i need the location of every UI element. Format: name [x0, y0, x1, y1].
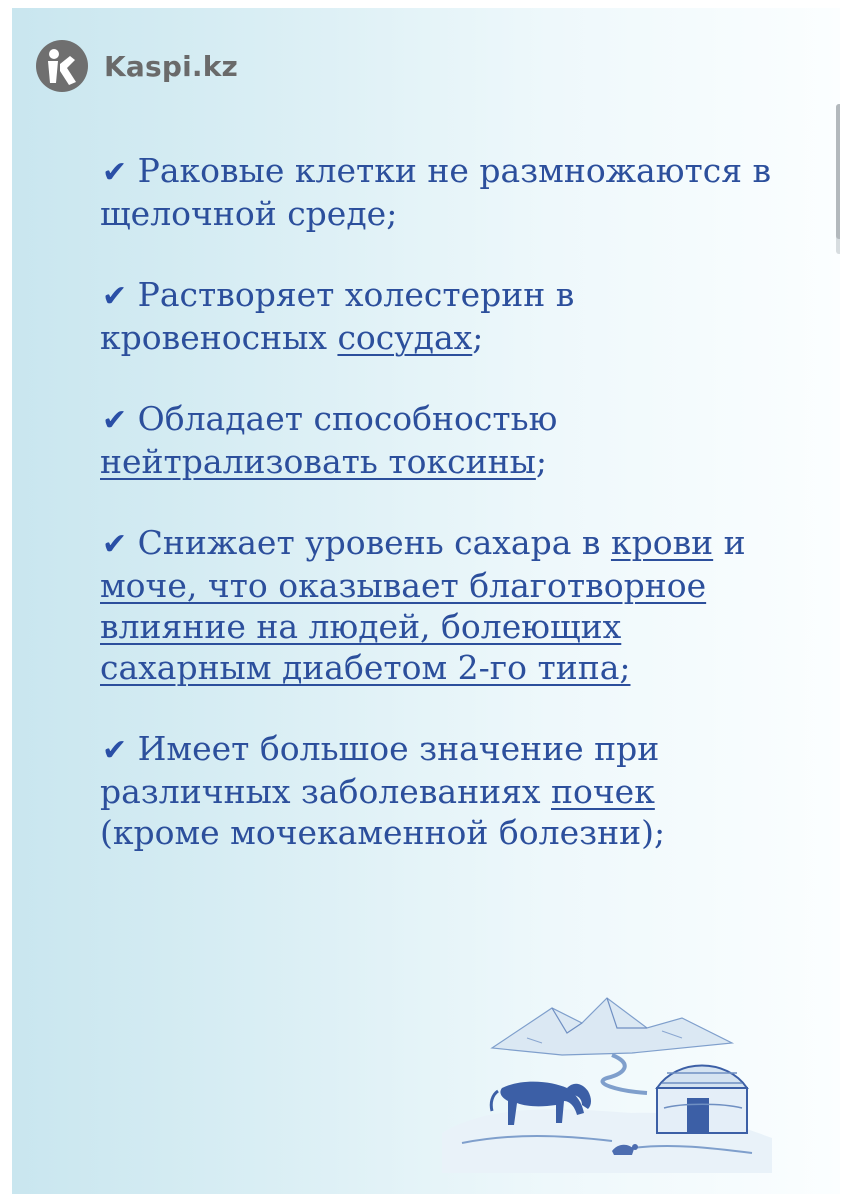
item-text: Снижает уровень сахара в [137, 523, 611, 562]
link-pochek[interactable]: почек [551, 772, 655, 811]
document-page [12, 8, 840, 1194]
link-krovi[interactable]: крови [610, 523, 714, 562]
item-text: (кроме мочекаменной болезни); [100, 813, 666, 852]
item-text: и [713, 523, 746, 562]
brand-name: Kaspi.kz [104, 49, 239, 83]
check-icon: ✔ [102, 155, 128, 190]
yurt-horse-mountains-illustration [432, 983, 772, 1173]
list-item [100, 728, 780, 853]
item-text: Имеет большое значение при различных заболеваниях [100, 729, 660, 811]
benefits-list [100, 150, 780, 893]
item-text: Растворяет холестерин в кровеносных [100, 275, 575, 357]
list-item [100, 398, 780, 482]
item-text: Раковые клетки не размножаются в щелочной среде; [100, 151, 772, 233]
check-icon: ✔ [102, 403, 128, 438]
kaspi-logo-icon[interactable] [36, 40, 88, 92]
scrollbar[interactable] [836, 104, 840, 254]
list-item [100, 522, 780, 688]
list-item [100, 274, 780, 358]
link-moche[interactable]: моче, что оказывает благотворное влияние на людей, болеющих сахарным диабетом 2-го типа; [100, 566, 707, 687]
scrollbar-thumb[interactable] [836, 104, 840, 239]
check-icon: ✔ [102, 527, 128, 562]
item-text: ; [472, 318, 484, 357]
item-text: Обладает способностью [137, 399, 558, 438]
app-header [36, 40, 238, 92]
item-text: ; [535, 442, 547, 481]
link-neutralize-toxins[interactable]: нейтрализовать токсины [100, 442, 536, 481]
check-icon: ✔ [102, 733, 128, 768]
link-sosudah[interactable]: сосудах [337, 318, 473, 357]
check-icon: ✔ [102, 279, 128, 314]
list-item [100, 150, 780, 234]
